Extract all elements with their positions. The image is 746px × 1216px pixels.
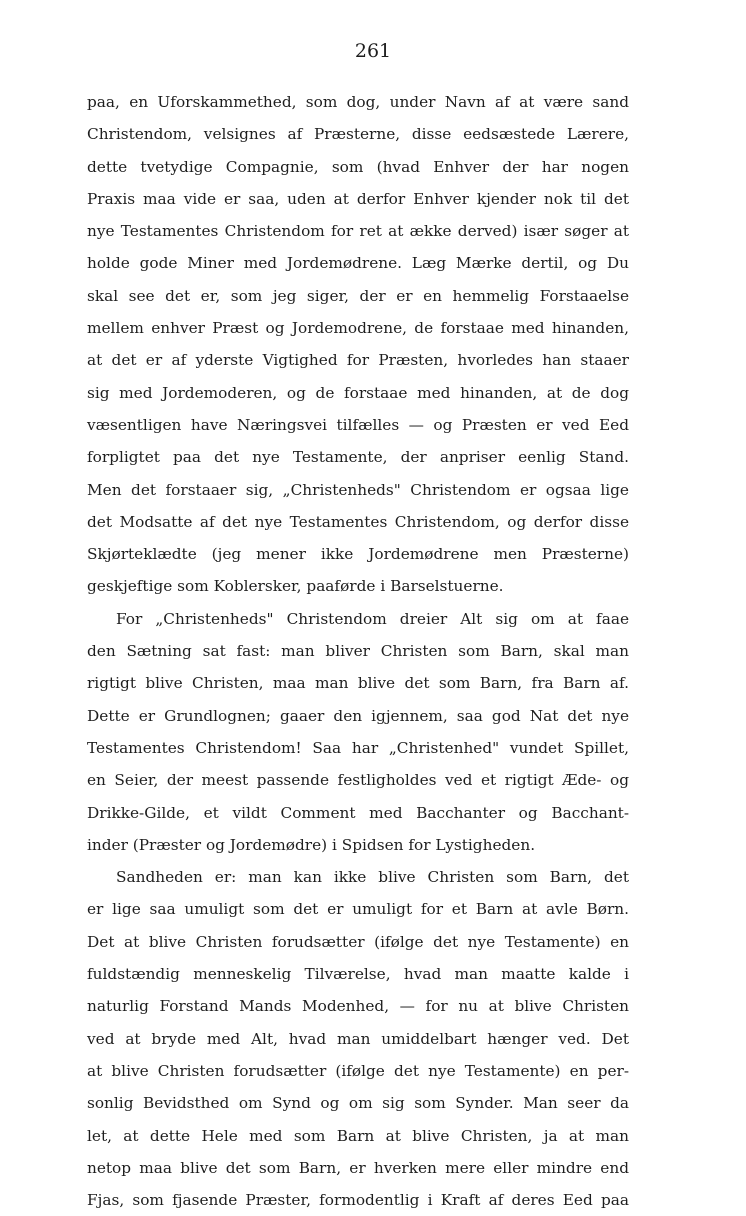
- text-line: holde gode Miner med Jordemødrene. Læg Mærke dertil, og Du: [87, 254, 629, 273]
- text-line: dette tvetydige Compagnie, som (hvad Enhver der har nogen: [87, 157, 629, 176]
- text-line: netop maa blive det som Barn, er hverken mere eller mindre end: [87, 1158, 629, 1177]
- text-line: fuldstændig menneskelig Tilværelse, hvad man maatte kalde i: [87, 965, 629, 984]
- text-line: For „Christenheds" Christendom dreier Alt sig om at faae: [116, 609, 629, 628]
- text-line: mellem enhver Præst og Jordemodrene, de forstaae med hinanden,: [87, 319, 629, 338]
- text-line: den Sætning sat fast: man bliver Christen som Barn, skal man: [87, 642, 629, 661]
- text-line: en Seier, der meest passende festligholdes ved et rigtigt Æde- og: [87, 771, 629, 790]
- text-line: sonlig Bevidsthed om Synd og om sig som Synder. Man seer da: [87, 1094, 629, 1113]
- text-line: rigtigt blive Christen, maa man blive det som Barn, fra Barn af.: [87, 674, 629, 693]
- text-line: geskjeftige som Koblersker, paaførde i Barselstuerne.: [87, 577, 504, 596]
- body-text: [87, 86, 629, 1216]
- text-line: Drikke-Gilde, et vildt Comment med Bacchanter og Bacchant-: [87, 803, 629, 822]
- text-line: skal see det er, som jeg siger, der er en hemmelig Forstaaelse: [87, 286, 629, 305]
- text-line: let, at dette Hele med som Barn at blive Christen, ja at man: [87, 1126, 629, 1145]
- text-line: Det at blive Christen forudsætter (ifølge det nye Testamente) en: [87, 932, 629, 951]
- text-line: Testamentes Christendom! Saa har „Christenhed" vundet Spillet,: [87, 738, 629, 757]
- text-line: nye Testamentes Christendom for ret at ække derved) især søger at: [87, 222, 629, 241]
- text-line: Fjas, som fjasende Præster, formodentlig i Kraft af deres Eed paa: [87, 1191, 629, 1210]
- text-line: Men det forstaaer sig, „Christenheds" Christendom er ogsaa lige: [87, 480, 629, 499]
- text-line: at blive Christen forudsætter (ifølge det nye Testamente) en per-: [87, 1061, 629, 1080]
- text-line: Skjørteklædte (jeg mener ikke Jordemødrene men Præsterne): [87, 545, 629, 564]
- text-line: Sandheden er: man kan ikke blive Christen som Barn, det: [116, 868, 629, 887]
- text-line: Dette er Grundlognen; gaaer den igjennem, saa god Nat det nye: [87, 706, 629, 725]
- text-line: naturlig Forstand Mands Modenhed, — for nu at blive Christen: [87, 997, 629, 1016]
- page-number: 261: [354, 40, 392, 62]
- text-line: det Modsatte af det nye Testamentes Christendom, og derfor disse: [87, 512, 629, 531]
- text-line: at det er af yderste Vigtighed for Præsten, hvorledes han staaer: [87, 351, 629, 370]
- text-line: væsentligen have Næringsvei tilfælles — og Præsten er ved Eed: [87, 415, 629, 434]
- text-line: paa, en Uforskammethed, som dog, under Navn af at være sand: [87, 93, 629, 111]
- text-line: Christendom, velsignes af Præsterne, disse eedsæstede Lærere,: [87, 125, 629, 144]
- text-line: Praxis maa vide er saa, uden at derfor Enhver kjender nok til det: [87, 189, 629, 208]
- text-line: ved at bryde med Alt, hvad man umiddelbart hænger ved. Det: [87, 1029, 629, 1048]
- text-line: inder (Præster og Jordemødre) i Spidsen for Lystigheden.: [87, 835, 536, 854]
- text-line: sig med Jordemoderen, og de forstaae med hinanden, at de dog: [87, 383, 629, 402]
- text-line: forpligtet paa det nye Testamente, der anpriser eenlig Stand.: [87, 448, 629, 467]
- text-line: er lige saa umuligt som det er umuligt for et Barn at avle Børn.: [87, 900, 629, 919]
